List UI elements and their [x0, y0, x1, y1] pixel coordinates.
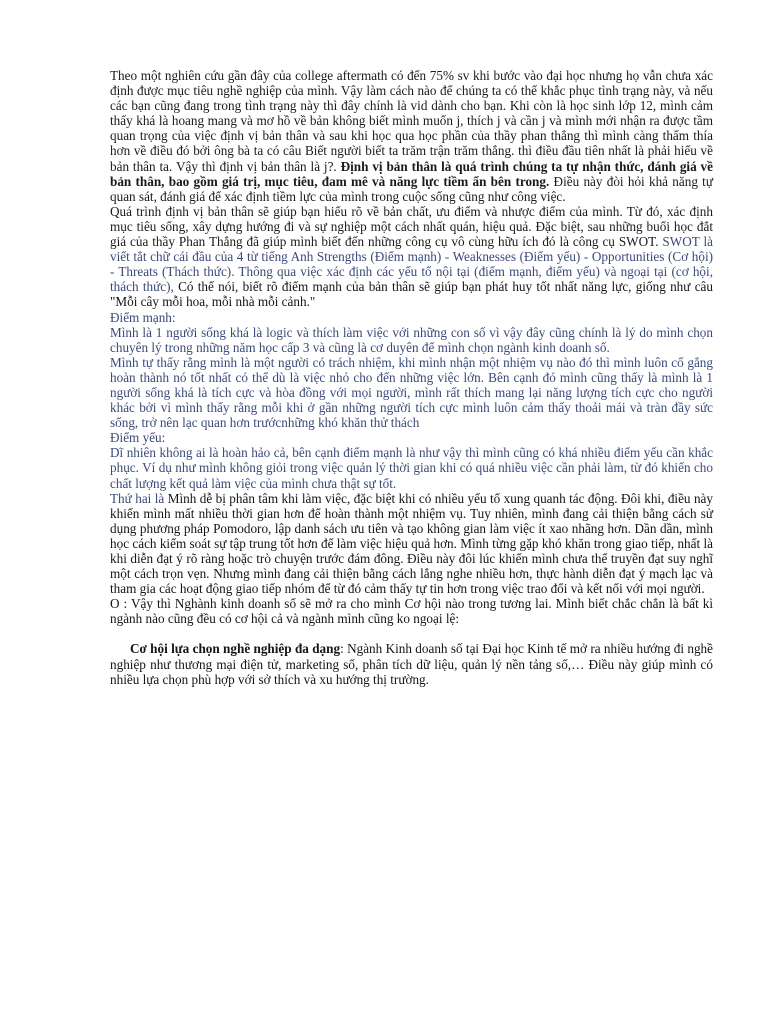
weakness-paragraph-1: Dĩ nhiên không ai là hoàn hảo cả, bên cạnh điểm mạnh là như vậy thì mình cũng có khá nhiều điểm yếu cần khắc phục. Ví dụ như mình không giỏi trong việc quản lý thời gian khi có quá nhiều việc cần phải làm, từ đó khiến cho chất lượng kết quả làm việc của mình chưa thật sự tốt. [110, 445, 713, 491]
swot-tail: Có thể nói, biết rõ điểm mạnh của bản thân sẽ giúp bạn phát huy tốt nhất năng lực, giống như câu "Mỗi cây mỗi hoa, mỗi nhà mỗi cảnh." [110, 279, 713, 310]
self-positioning-definition: Định vị bản thân là quá trình chúng ta tự nhận thức, đánh giá về bản thân, bao gồm giá trị, mục tiêu, đam mê và năng lực tiềm ẩn bên trong. [110, 158, 713, 189]
weaknesses-heading: Điểm yếu: [110, 430, 166, 446]
intro-tail: Điều này đòi hỏi khả năng tự quan sát, đánh giá để xác định tiềm lực của mình trong cuộc sống cũng như công việc. [110, 173, 713, 204]
strength-paragraph-1: Mình là 1 người sống khá là logic và thích làm việc với những con số vì vậy đây cũng chính là lý do mình chọn chuyên lý trong những năm học cấp 3 và cũng là cơ duyên để mình chọn ngành kinh doanh số. [110, 324, 713, 355]
swot-paragraph [110, 204, 713, 310]
swot-intro-text: Quá trình định vị bản thân sẽ giúp bạn hiểu rõ về bản chất, ưu điểm và nhược điểm của mình. Từ đó, xác định mục tiêu sống, xây dựng hướng đi và sự nghiệp một cách nhất quán, hiệu quả. Đặc biệt, sau những buổi học đắt giá của thầy Phan Thắng đã giúp mình biết đến những công cụ vô cùng hữu ích đó là công cụ SWOT. [110, 203, 713, 250]
opportunities-intro: O : Vậy thì Nghành kinh doanh số sẽ mở ra cho mình Cơ hội nào trong tương lai. Mình biết chắc chắn là bất kì ngành nào cũng đều có cơ hội cả và ngành mình cũng ko ngoại lệ: [110, 596, 713, 627]
weakness-2-lead: Thứ hai là [110, 490, 168, 506]
opportunity-1-title: Cơ hội lựa chọn nghề nghiệp đa dạng [130, 641, 341, 657]
swot-definition: SWOT là viết tắt chữ cái đầu của 4 từ tiếng Anh Strengths (Điểm mạnh) - Weaknesses (Điểm yếu) - Opportunities (Cơ hội) - Threats (Thách thức). Thông qua việc xác định các yếu tố nội tại (điểm mạnh, điểm yếu) và ngoại tại (cơ hội, thách thức), [110, 234, 713, 295]
opportunity-paragraph-1 [110, 641, 713, 686]
strength-paragraph-2: Mình tự thấy rằng mình là một người có trách nhiệm, khi mình nhận một nhiệm vụ nào đó thì mình luôn cố gắng hoàn thành nó tốt nhất có thể dù là việc nhỏ cho đến những việc lớn. Bên cạnh đó mình cũng thấy là mình là 1 người sống khá là tích cực và hòa đồng với mọi người, mình rất thích mang lại năng lượng tích cực cho người khác bởi vì mình thấy rằng mỗi khi ở gần những người tích cực mình luôn cảm thấy thoải mái và tràn đầy sức sống, trở nên lạc quan hơn trướcnhững khó khăn thử thách [110, 354, 713, 431]
intro-text: Theo một nghiên cứu gần đây của college aftermath có đến 75% sv khi bước vào đại học nhưng họ vẫn chưa xác định được mục tiêu nghề nghiệp của mình. Vậy làm cách nào để chúng ta có thể khắc phục tình trạng này, và nếu các bạn cũng đang trong tình trạng này thì đây chính là vid dành cho bạn. Khi còn là học sinh lớp 12, mình cảm thấy khá là hoang mang và mơ hồ về bản không biết mình muốn j, thích j và cần j và mình mới nhận ra được tầm quan trọng của việc định vị bản thân và sau khi học qua học phần của thầy phan thắng thì mình càng thấm thía hơn về điều đó bởi ông bà ta có câu Biết người biết ta trăm trận trăm thắng. thì điều đầu tiên nhất là phải hiểu về bản thân ta. Vậy thì định vị bản thân là j?. [110, 68, 713, 174]
weakness-2-text: Mình dễ bị phân tâm khi làm việc, đặc biệt khi có nhiều yếu tố xung quanh tác động. Đôi khi, điều này khiến mình mất nhiều thời gian hơn để hoàn thành một nhiệm vụ. Tuy nhiên, mình đang cải thiện bằng cách sử dụng phương pháp Pomodoro, lập danh sách ưu tiên và tạo không gian làm việc ít xao nhãng hơn. Dần dần, mình học cách kiểm soát sự tập trung tốt hơn để làm việc hiệu quả hơn. Mình từng gặp khó khăn trong giao tiếp, nhất là khi diễn đạt ý rõ ràng hoặc trò chuyện trước đám đông. Điều này đôi lúc khiến mình chưa thể truyền đạt suy nghĩ một cách trọn vẹn. Nhưng mình đang cải thiện bằng cách lắng nghe nhiều hơn, thực hành diễn đạt ý mạch lạc và tham gia các hoạt động giao tiếp nhóm để từ đó cảm thấy tự tin hơn trong việc trao đổi và kết nối với mọi người. [110, 490, 713, 597]
strengths-heading: Điểm mạnh: [110, 309, 176, 325]
document-page [110, 68, 713, 687]
opportunity-1-text: : Ngành Kinh doanh số tại Đại học Kinh tế mở ra nhiều hướng đi nghề nghiệp như thương mại điện tử, marketing số, phân tích dữ liệu, quản lý nền tảng số,… Điều này giúp mình có nhiều lựa chọn phù hợp với sở thích và xu hướng thị trường. [110, 641, 714, 687]
weakness-paragraph-2 [110, 491, 713, 597]
intro-paragraph [110, 68, 713, 204]
